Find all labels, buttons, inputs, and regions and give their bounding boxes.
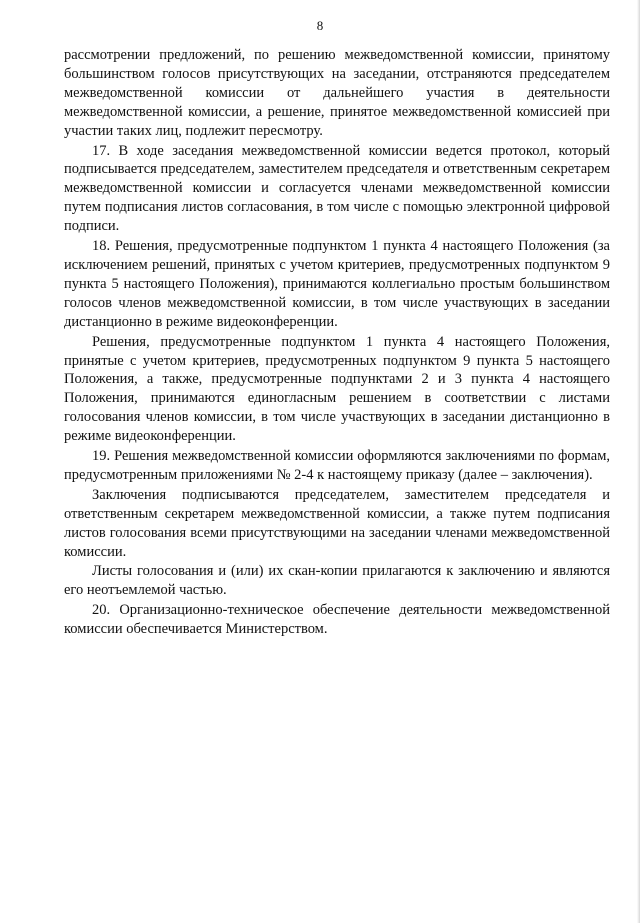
paragraph-18-decisions: Решения, предусмотренные подпунктом 1 пункта 4 настоящего Положения, принятые с учетом критериев, предусмотренных подпунктом 9 пункта 5 настоящего Положения, а также, предусмотренные подпунктами 2 и 3 пункта 4 настоящего Положения, принимаются единогласным решением в соответствии с листами голосования членов комиссии, в том числе участвующих в заседании дистанционно в режиме видеоконференции. (64, 333, 610, 445)
document-body (64, 46, 610, 640)
paragraph-18: 18. Решения, предусмотренные подпунктом 1 пункта 4 настоящего Положения (за исключением решений, принятых с учетом критериев, предусмотренных подпунктом 9 пункта 5 настоящего Положения), принимаются коллегиально простым большинством голосов членов межведомственной комиссии, в том числе участвующих в заседании дистанционно в режиме видеоконференции. (64, 238, 610, 330)
paragraph-19: 19. Решения межведомственной комиссии оформляются заключениями по формам, предусмотренным приложениями № 2-4 к настоящему приказу (далее – заключения). (64, 448, 610, 483)
paragraph-19-signing: Заключения подписываются председателем, заместителем председателя и ответственным секретарем межведомственной комиссии, а также путем подписания листов голосования всеми присутствующими на заседании членами межведомственной комиссии. (64, 486, 610, 560)
paragraph-17: 17. В ходе заседания межведомственной комиссии ведется протокол, который подписывается председателем, заместителем председателя и ответственным секретарем межведомственной комиссии и согласуется членами межведомственной комиссии путем подписания листов согласования, в том числе с помощью электронной цифровой подписи. (64, 142, 610, 235)
page-number: 8 (316, 18, 324, 33)
paragraph-20: 20. Организационно-техническое обеспечение деятельности межведомственной комиссии обеспечивается Министерством. (64, 602, 610, 638)
paragraph-continuation: рассмотрении предложений, по решению межведомственной комиссии, принятому большинством голосов присутствующих на заседании, отстраняются председателем межведомственной комиссии от дальнейшего участия в деятельности межведомственной комиссии, а решение, принятое межведомственной комиссией при участии таких лиц, подлежит пересмотру. (64, 47, 610, 139)
paragraph-19-voting-sheets: Листы голосования и (или) их скан-копии прилагаются к заключению и являются его неотъемлемой частью. (64, 563, 610, 599)
